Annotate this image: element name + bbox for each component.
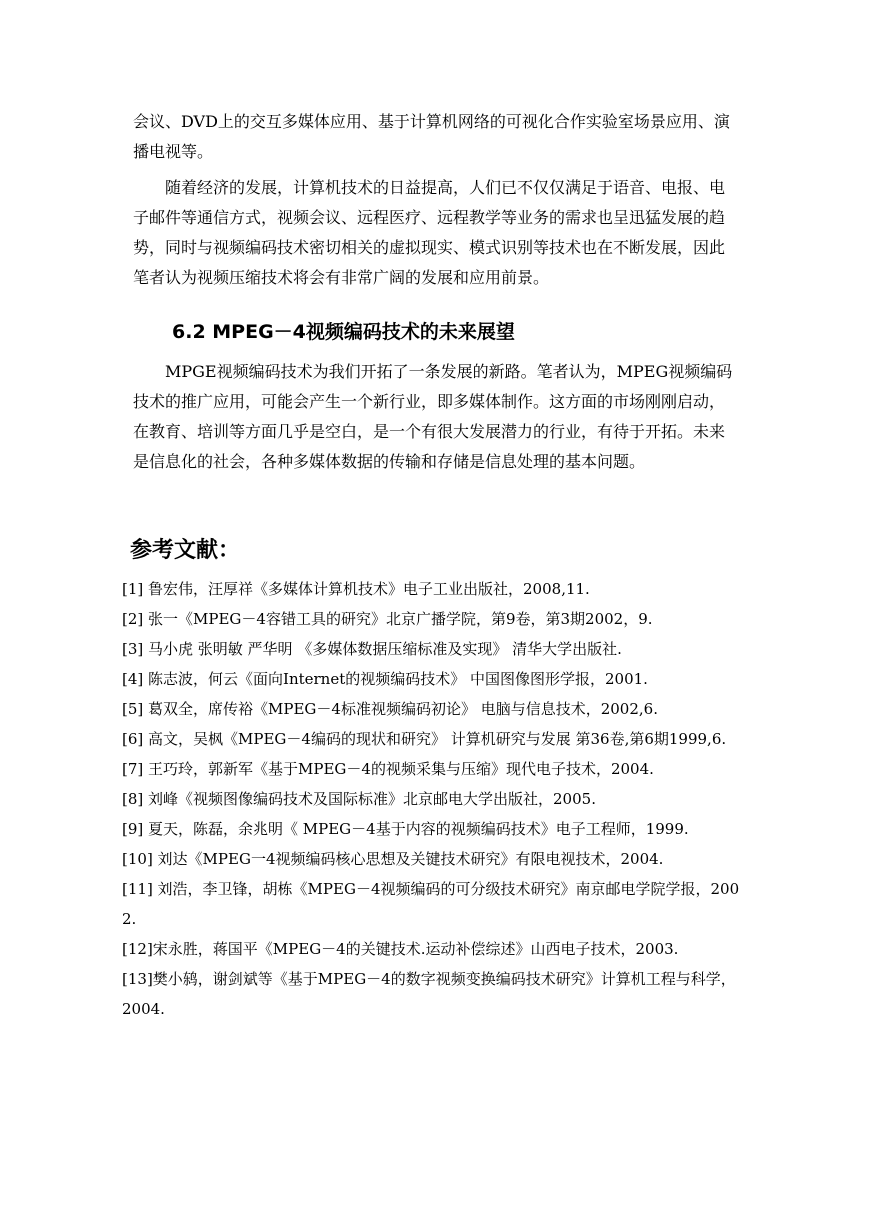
- reference-item: [10] 刘达《MPEG一4视频编码核心思想及关键技术研究》有限电视技术，2004.: [122, 850, 664, 868]
- reference-item: [2] 张一《MPEG－4容错工具的研究》北京广播学院，第9卷，第3期2002，9.: [122, 610, 653, 628]
- section-heading: 6.2 MPEG－4视频编码技术的未来展望: [172, 321, 515, 343]
- reference-item: [12]宋永胜，蒋国平《MPEG－4的关键技术.运动补偿综述》山西电子技术，2003.: [122, 940, 679, 958]
- reference-item: [3] 马小虎 张明敏 严华明 《多媒体数据压缩标准及实现》 清华大学出版社.: [122, 640, 622, 658]
- reference-item: [8] 刘峰《视频图像编码技术及国际标准》北京邮电大学出版社，2005.: [122, 790, 596, 808]
- body-paragraph-1: 会议、DVD上的交互多媒体应用、基于计算机网络的可视化合作实验室场景应用、演播电视等。: [133, 112, 730, 161]
- body-paragraph-3: MPGE视频编码技术为我们开拓了一条发展的新路。笔者认为，MPEG视频编码技术的推广应用，可能会产生一个新行业，即多媒体制作。这方面的市场刚刚启动，在教育、培训等方面几乎是空白，是一个有很大发展潜力的行业，有待于开拓。未来是信息化的社会，各种多媒体数据的传输和存储是信息处理的基本问题。: [133, 362, 733, 471]
- reference-item: [5] 葛双全，席传裕《MPEG－4标准视频编码初论》 电脑与信息技术，2002,6.: [122, 700, 658, 718]
- reference-item: [13]樊小鸫，谢剑斌等《基于MPEG－4的数字视频变换编码技术研究》计算机工程与科学，2004.: [122, 970, 736, 1018]
- body-paragraph-2: 随着经济的发展，计算机技术的日益提高，人们已不仅仅满足于语音、电报、电子邮件等通信方式，视频会议、远程医疗、远程教学等业务的需求也呈迅猛发展的趋势，同时与视频编码技术密切相关的虚拟现实、模式识别等技术也在不断发展，因此笔者认为视频压缩技术将会有非常广阔的发展和应用前景。: [133, 178, 726, 287]
- reference-item: [1] 鲁宏伟，汪厚祥《多媒体计算机技术》电子工业出版社，2008,11.: [122, 580, 590, 598]
- references-list: [122, 574, 742, 1024]
- references-title: 参考文献：: [130, 538, 241, 563]
- reference-item: [9] 夏天，陈磊，余兆明《 MPEG－4基于内容的视频编码技术》电子工程师，1999.: [122, 820, 689, 838]
- reference-item: [7] 王巧玲，郭新军《基于MPEG－4的视频采集与压缩》现代电子技术，2004.: [122, 760, 654, 778]
- reference-item: [11] 刘浩，李卫锋，胡栋《MPEG－4视频编码的可分级技术研究》南京邮电学院学报，2002.: [122, 880, 740, 928]
- reference-item: [4] 陈志波，何云《面向Internet的视频编码技术》 中国图像图形学报，2001.: [122, 670, 648, 688]
- reference-item: [6] 高文，吴枫《MPEG－4编码的现状和研究》 计算机研究与发展 第36卷,第6期1999,6.: [122, 730, 727, 748]
